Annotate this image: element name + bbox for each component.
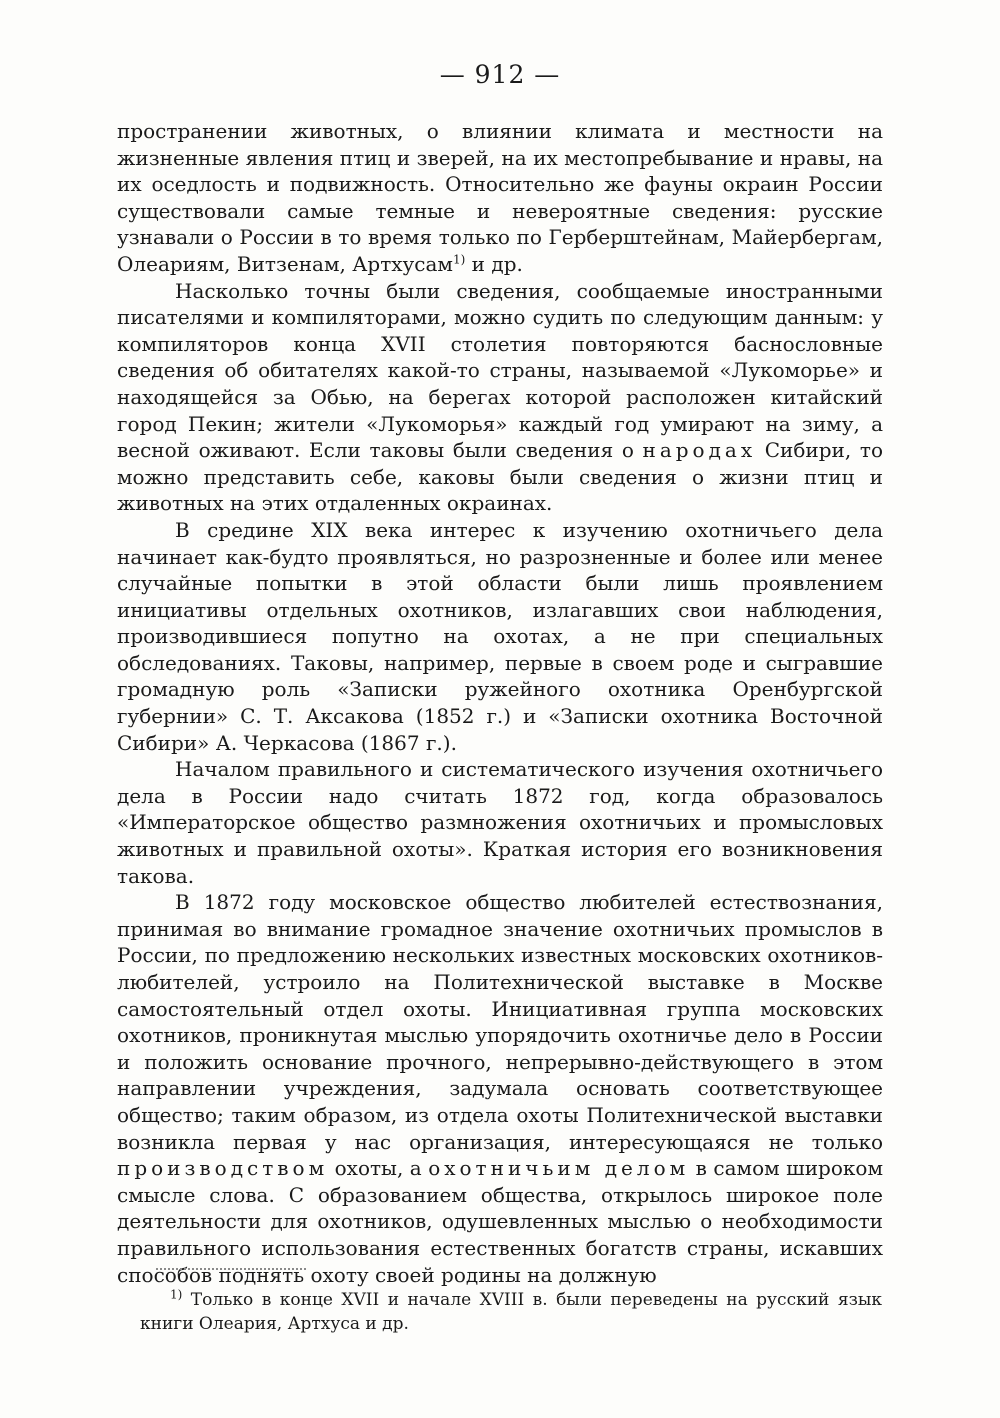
paragraph-5-tail: в самом широком смысле слова. С образованием общества, открылось широкое поле деятельности для охотников, одушевленных мыслью о необходимости правильного использования естественных богатств страны, искавших способов поднять охоту своей родины на должную [117,1156,884,1287]
paragraph-5-text: В 1872 году московское общество любителей естествознания, принимая во внимание громадное значение охотничьих промыслов в России, по предложению нескольких известных московских охотников-любителей, устроило на Политехнической выставке в Москве самостоятельный отдел охоты. Инициативная группа московских охотников, проникнутая мыслью упорядочить охотничье дело в России и положить основание прочного, непрерывно-действующего в этом направлении учреждения, задумала основать соответствующее общество; таким образом, из отдела охоты Политехнической выставки возникла первая у нас организация, интересующаяся не только [117,890,883,1154]
paragraph-1 [117,118,883,278]
paragraph-4: Началом правильного и систематического изучения охотничьего дела в России надо считать 1872 год, когда образовалось «Императорское общество размножения охотничьих и промысловых животных и правильной охоты». Краткая история его возникновения такова. [117,757,883,888]
spaced-emphasis: охотничьим делом [428,1156,690,1181]
footnote-reference: 1) [453,252,466,267]
footnote [140,1288,882,1336]
paragraph-1-text: пространении животных, о влиянии климата и местности на жизненные явления птиц и зверей, на их местопребывание и нравы, на их оседлость и подвижность. Относительно же фауны окраин России существовали самые темные и невероятные сведения: русские узнавали о России в то время только по Герберштейнам, Майербергам, Олеариям, Витзенам, Артхусам [117,119,883,276]
spaced-emphasis: производством [117,1156,329,1181]
paragraph-2-text: Насколько точны были сведения, сообщаемые иностранными писателями и компиляторами, можно судить по следующим данным: у компиляторов конца XVII столетия повторяются баснословные сведения об обитателях какой-то страны, называемой «Лукоморье» и находящейся за Обью, на берегах которой расположен китайский город Пекин; жители «Лукоморья» каждый год умирают на зиму, а весной оживают. Если таковы были сведения о [117,278,883,463]
main-text [117,118,883,1288]
paragraph-5-middle: охоты, а [328,1156,429,1181]
paragraph-5 [117,889,883,1288]
footnote-marker: 1) [170,1287,183,1302]
footnote-divider [156,1268,306,1270]
paragraph-2 [117,278,883,517]
paragraph-2-tail: Сибири, то можно представить себе, каковы были сведения о жизни птиц и животных на этих отдаленных окраинах. [117,438,883,516]
paragraph-1-tail: и др. [465,251,523,276]
paragraph-3: В средине XIX века интерес к изучению охотничьего дела начинает как-будто проявляться, но разрозненные и более или менее случайные попытки в этой области были лишь проявлением инициативы отдельных охотников, излагавших свои наблюдения, производившиеся попутно на охотах, а не при специальных обследованиях. Таковы, например, первые в своем роде и сыгравшие громадную роль «Записки ружейного охотника Оренбургской губернии» С. Т. Аксакова (1852 г.) и «Записки охотника Восточной Сибири» А. Черкасова (1867 г.). [117,517,883,755]
spaced-emphasis: народах [642,438,757,463]
footnote-text: Только в конце XVII и начале XVIII в. были переведены на русский язык книги Олеария, Артхуса и др. [140,1290,882,1334]
page-number: — 912 — [439,60,561,89]
